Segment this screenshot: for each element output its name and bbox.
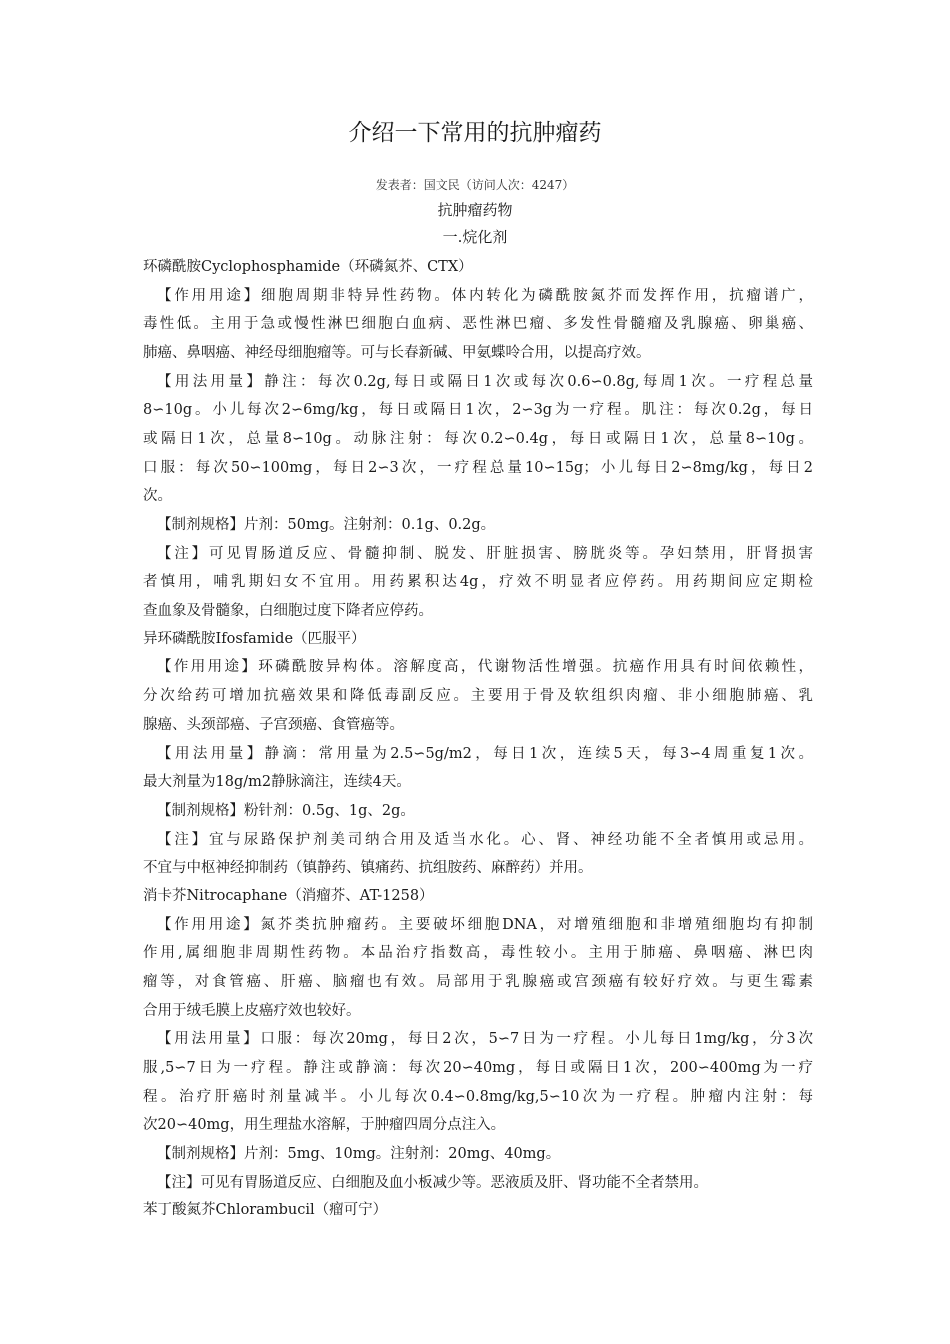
text-line: 【用法用量】口服：每次20mg，每日2次，5∽7日为一疗程。小儿每日1mg/kg，分3次 xyxy=(157,1031,813,1048)
document-body xyxy=(143,254,813,1225)
text-line: 【用法用量】静滴：常用量为2.5∽5g/m2，每日1次，连续5天，每3∽4周重复1次。 xyxy=(157,745,813,762)
text-line: 【注】可见胃肠道反应、骨髓抑制、脱发、肝脏损害、膀胱炎等。孕妇禁用，肝肾损害 xyxy=(157,545,813,562)
text-line: 【制剂规格】片剂：5mg、10mg。注射剂：20mg、40mg。 xyxy=(157,1146,561,1163)
text-line: 腺癌、头颈部癌、子宫颈癌、食管癌等。 xyxy=(143,716,404,733)
text-line: 合用于绒毛膜上皮癌疗效也较好。 xyxy=(143,1002,361,1019)
text-line: 【制剂规格】粉针剂：0.5g、1g、2g。 xyxy=(157,802,415,819)
drug-heading: 异环磷酰胺Ifosfamide（匹服平） xyxy=(143,630,366,647)
text-line: 【用法用量】静注：每次0.2g,每日或隔日1次或每次0.6∽0.8g,每周1次。一疗程总量 xyxy=(157,373,813,390)
text-line: 【作用用途】环磷酰胺异构体。溶解度高，代谢物活性增强。抗癌作用具有时间依赖性， xyxy=(157,659,813,676)
text-line: 【作用用途】细胞周期非特异性药物。体内转化为磷酰胺氮芥而发挥作用，抗瘤谱广， xyxy=(157,287,813,304)
text-line: 者慎用，哺乳期妇女不宜用。用药累积达4g，疗效不明显者应停药。用药期间应定期检 xyxy=(143,574,813,591)
drug-heading: 苯丁酸氮芥Chlorambucil（瘤可宁） xyxy=(143,1202,388,1219)
text-line: 分次给药可增加抗癌效果和降低毒副反应。主要用于骨及软组织肉瘤、非小细胞肺癌、乳 xyxy=(143,688,813,705)
text-line: 次20∽40mg，用生理盐水溶解，于肿瘤四周分点注入。 xyxy=(143,1117,506,1134)
text-line: 最大剂量为18g/m2静脉滴注，连续4天。 xyxy=(143,774,411,791)
drug-heading: 消卡芥Nitrocaphane（消瘤芥、AT-1258） xyxy=(143,887,434,904)
text-line: 或隔日1次，总量8∽10g。动脉注射：每次0.2∽0.4g，每日或隔日1次，总量8∽10g。 xyxy=(143,431,813,448)
text-line: 【注】可见有胃肠道反应、白细胞及血小板减少等。恶液质及肝、肾功能不全者禁用。 xyxy=(157,1174,708,1191)
document-title: 介绍一下常用的抗肿瘤药 xyxy=(348,120,602,146)
text-line: 毒性低。主用于急或慢性淋巴细胞白血病、恶性淋巴瘤、多发性骨髓瘤及乳腺癌、卵巢癌、 xyxy=(143,316,813,333)
text-line: 肺癌、鼻咽癌、神经母细胞瘤等。可与长春新碱、甲氨蝶呤合用，以提高疗效。 xyxy=(143,344,651,361)
text-line: 【作用用途】氮芥类抗肿瘤药。主要破坏细胞DNA，对增殖细胞和非增殖细胞均有抑制 xyxy=(157,916,813,933)
text-line: 口服：每次50∽100mg，每日2∽3次，一疗程总量10∽15g；小儿每日2∽8mg/kg，每日2 xyxy=(143,459,813,476)
section-title: 抗肿瘤药物 xyxy=(437,201,513,219)
subsection-title: 一.烷化剂 xyxy=(442,228,508,246)
text-line: 作用,属细胞非周期性药物。本品治疗指数高，毒性较小。主用于肺癌、鼻咽癌、淋巴肉 xyxy=(143,945,813,962)
text-line: 查血象及骨髓象，白细胞过度下降者应停药。 xyxy=(143,603,433,620)
text-line: 服,5∽7日为一疗程。静注或静滴：每次20∽40mg，每日或隔日1次，200∽400mg为一疗 xyxy=(143,1059,813,1076)
text-line: 程。治疗肝癌时剂量减半。小儿每次0.4∽0.8mg/kg,5∽10次为一疗程。肿瘤内注射：每 xyxy=(143,1088,813,1105)
text-line: 【制剂规格】片剂：50mg。注射剂：0.1g、0.2g。 xyxy=(157,517,496,534)
text-line: 【注】宜与尿路保护剂美司纳合用及适当水化。心、肾、神经功能不全者慎用或忌用。 xyxy=(157,831,813,848)
author-meta: 发表者：国文民（访问人次：4247） xyxy=(375,178,575,192)
text-line: 次。 xyxy=(143,488,172,505)
text-line: 瘤等，对食管癌、肝癌、脑瘤也有效。局部用于乳腺癌或宫颈癌有较好疗效。与更生霉素 xyxy=(143,973,813,990)
text-line: 不宜与中枢神经抑制药（镇静药、镇痛药、抗组胺药、麻醉药）并用。 xyxy=(143,860,593,877)
text-line: 8∽10g。小儿每次2∽6mg/kg，每日或隔日1次，2∽3g为一疗程。肌注：每次0.2g，每日 xyxy=(143,402,813,419)
drug-heading: 环磷酰胺Cyclophosphamide（环磷氮芥、CTX） xyxy=(143,259,473,275)
